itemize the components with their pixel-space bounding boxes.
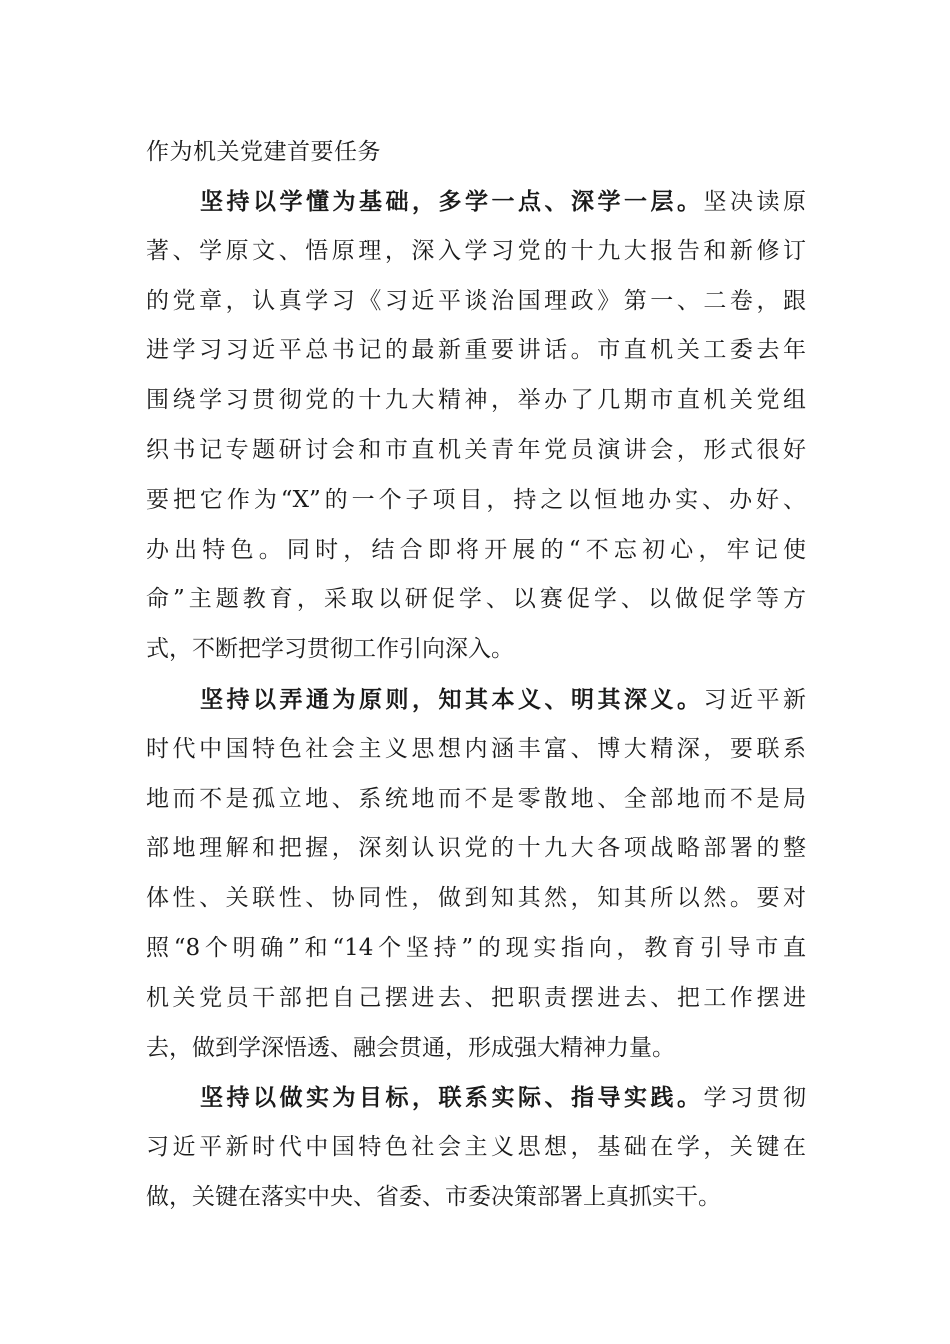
paragraph-line: 著、学原文、悟原理，深入学习党的十九大报告和新修订 (146, 237, 806, 264)
paragraph-line (146, 675, 806, 725)
paragraph-line: 进学习习近平总书记的最新重要讲话。市直机关工委去年 (146, 337, 806, 364)
paragraph-3 (146, 1073, 806, 1222)
paragraph-line: 去，做到学深悟透、融会贯通，形成强大精神力量。 (146, 1034, 675, 1061)
paragraph-lead: 坚持以弄通为原则，知其本义、明其深义。 (200, 685, 704, 713)
paragraph-line: 做，关键在落实中央、省委、市委决策部署上真抓实干。 (146, 1183, 721, 1210)
paragraph-line: 习近平新时代中国特色社会主义思想，基础在学，关键在 (146, 1134, 806, 1161)
document-page (146, 127, 806, 1223)
paragraph-line: 部地理解和把握，深刻认识党的十九大各项战略部署的整 (146, 835, 806, 862)
paragraph-line: 照“8个明确”和“14个坚持”的现实指向，教育引导市直 (146, 934, 806, 961)
paragraph-line: 织书记专题研讨会和市直机关青年党员演讲会，形式很好 (146, 436, 806, 463)
paragraph-lead: 坚持以做实为目标，联系实际、指导实践。 (200, 1084, 704, 1112)
section-heading: 作为机关党建首要任务 (146, 139, 381, 165)
paragraph-line: 地而不是孤立地、系统地而不是零散地、全部地而不是局 (146, 785, 806, 812)
paragraph-2 (146, 675, 806, 1073)
paragraph-text: 坚决读原 (703, 189, 806, 215)
paragraph-text: 学习贯彻 (703, 1085, 806, 1112)
paragraph-line: 的党章，认真学习《习近平谈治国理政》第一、二卷，跟 (146, 287, 806, 314)
paragraph-line: 机关党员干部把自己摆进去、把职责摆进去、把工作摆进 (146, 984, 806, 1011)
paragraph-text: 习近平新 (703, 686, 806, 713)
paragraph-line: 命”主题教育，采取以研促学、以赛促学、以做促学等方 (146, 586, 806, 613)
paragraph-line: 围绕学习贯彻党的十九大精神，举办了几期市直机关党组 (146, 387, 806, 414)
paragraph-line (146, 1073, 806, 1123)
paragraph-line (146, 177, 806, 227)
paragraph-line: 时代中国特色社会主义思想内涵丰富、博大精深，要联系 (146, 735, 806, 762)
paragraph-line: 办出特色。同时，结合即将开展的“不忘初心，牢记使 (146, 536, 806, 563)
paragraph-1 (146, 177, 806, 675)
paragraph-line: 要把它作为“X”的一个子项目，持之以恒地办实、办好、 (146, 486, 806, 513)
paragraph-line: 体性、关联性、协同性，做到知其然，知其所以然。要对 (146, 885, 806, 912)
paragraph-line: 式，不断把学习贯彻工作引向深入。 (146, 636, 514, 663)
paragraph-lead: 坚持以学懂为基础，多学一点、深学一层。 (200, 188, 704, 215)
